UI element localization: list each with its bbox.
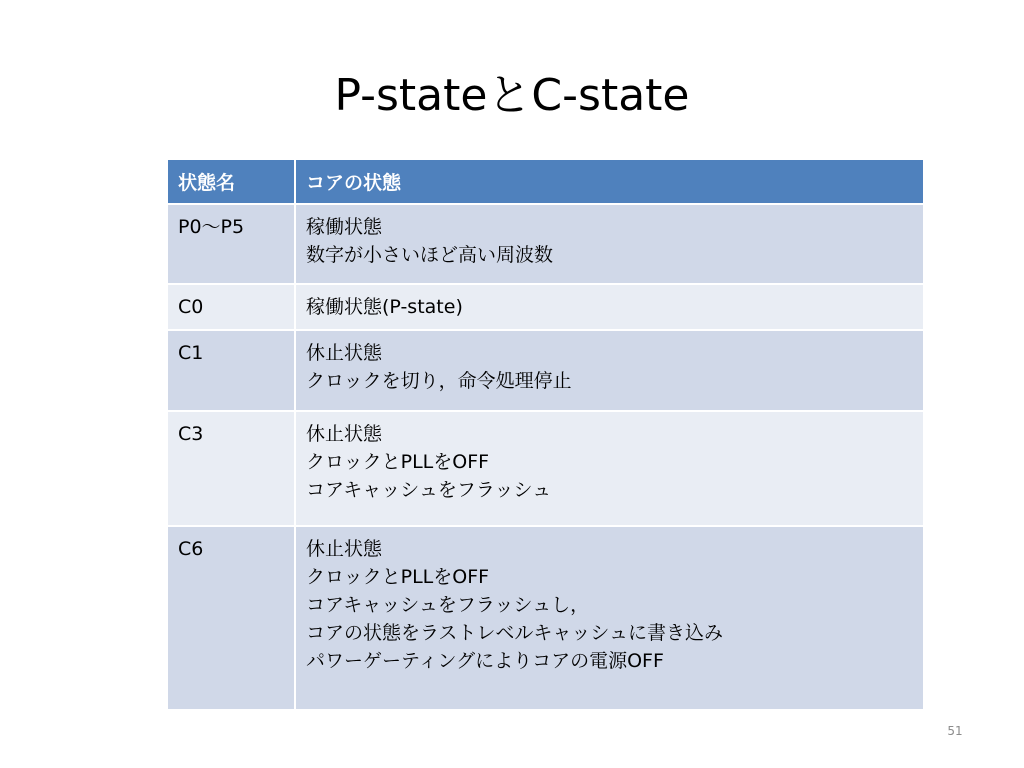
core-state-line: 数字が小さいほど高い周波数 [306,244,554,266]
core-state-line: 稼働状態 [306,216,383,238]
state-name-cell: P0〜P5 [167,204,295,284]
table-row [167,330,924,411]
slide-title: P-stateとC-state [334,70,690,121]
core-state-cell [295,330,924,411]
core-state-line: コアの状態をラストレベルキャッシュに書き込み [306,622,724,644]
core-state-line: コアキャッシュをフラッシュし， [306,594,590,616]
table-header-row [167,159,924,204]
core-state-line: 休止状態 [306,342,383,364]
core-state-line: 休止状態 [306,538,383,560]
table-row [167,204,924,284]
core-state-line: クロックとPLLをOFF [306,451,490,473]
core-state-cell [295,204,924,284]
state-table [166,158,925,711]
table-row [167,411,924,526]
slide-number: 51 [947,724,963,738]
core-state-line: クロックを切り，命令処理停止 [306,370,572,392]
core-state-line: コアキャッシュをフラッシュ [306,479,552,501]
state-name-cell: C1 [167,330,295,411]
state-name-cell: C3 [167,411,295,526]
core-state-line: パワーゲーティングによりコアの電源OFF [306,650,664,672]
column-header-state-name: 状態名 [167,159,295,204]
core-state-cell [295,411,924,526]
table-row [167,526,924,710]
core-state-line: クロックとPLLをOFF [306,566,490,588]
column-header-core-state: コアの状態 [295,159,924,204]
core-state-line: 休止状態 [306,423,383,445]
core-state-cell [295,284,924,330]
state-name-cell: C6 [167,526,295,710]
state-name-cell: C0 [167,284,295,330]
table-row [167,284,924,330]
core-state-line: 稼働状態(P-state) [306,296,463,318]
core-state-cell [295,526,924,710]
